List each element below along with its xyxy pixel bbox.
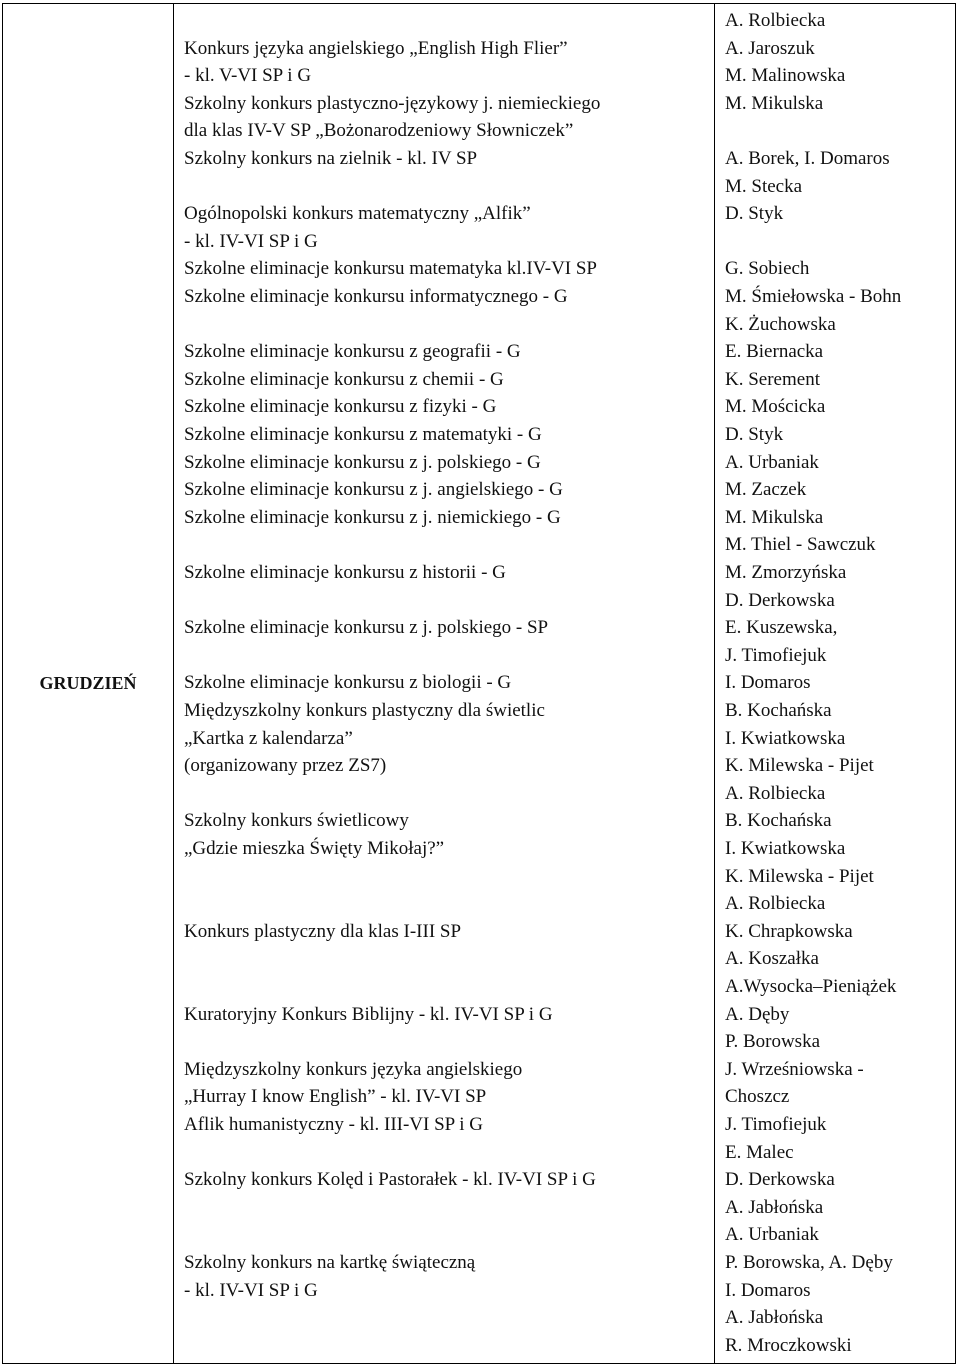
- table-row: [3, 366, 955, 394]
- teacher-names: [725, 283, 953, 338]
- teacher-line: A. Jaroszuk: [725, 37, 815, 59]
- teacher-names: [725, 476, 953, 504]
- contest-name: [184, 393, 709, 421]
- contest-name: [184, 449, 709, 477]
- contest-line: [184, 1221, 709, 1249]
- teacher-names: [725, 35, 953, 90]
- schedule-table: [2, 3, 956, 1364]
- teacher-line: E. Malec: [725, 1141, 794, 1163]
- teacher-line: K. Milewska - Pijet: [725, 865, 874, 887]
- contest-line: [184, 1028, 709, 1056]
- contest-line: Szkolne eliminacje konkursu matematyka kl.IV-VI SP: [184, 258, 597, 280]
- teacher-line: D. Styk: [725, 424, 784, 445]
- teacher-line: A. Urbaniak: [725, 1224, 819, 1246]
- teacher-line: J. Timofiejuk: [725, 1114, 827, 1135]
- contest-line: „Kartka z kalendarza”: [184, 727, 353, 749]
- teacher-line: P. Borowska, A. Dęby: [725, 1252, 893, 1273]
- table-row: [3, 145, 955, 200]
- contest-name: [184, 338, 709, 366]
- contest-line: (organizowany przez ZS7): [184, 755, 387, 777]
- teacher-line: A. Koszałka: [725, 948, 819, 970]
- contest-name: [184, 90, 709, 145]
- teacher-line: I. Domaros: [725, 1279, 811, 1301]
- teacher-names: [725, 7, 953, 35]
- contest-name: [184, 1111, 709, 1166]
- contest-line: [184, 7, 709, 35]
- contest-name: [184, 283, 709, 338]
- table-row: [3, 7, 955, 35]
- table-row: [3, 807, 955, 917]
- contest-line: Szkolne eliminacje konkursu z j. polskiego - G: [184, 451, 541, 473]
- teacher-names: [725, 90, 953, 145]
- contest-line: Szkolne eliminacje konkursu informatycznego - G: [184, 286, 568, 307]
- contest-name: [184, 200, 709, 255]
- teacher-names: [725, 1056, 953, 1111]
- teacher-names: [725, 1001, 953, 1056]
- contest-line: Szkolny konkurs na zielnik - kl. IV SP: [184, 148, 478, 169]
- contest-line: Szkolne eliminacje konkursu z chemii - G: [184, 368, 504, 390]
- table-row: [3, 1001, 955, 1056]
- teacher-names: [725, 559, 953, 614]
- table-row: [3, 559, 955, 614]
- teacher-line: K. Chrapkowska: [725, 920, 853, 942]
- contest-name: [184, 366, 709, 394]
- teacher-line: R. Mroczkowski: [725, 1334, 852, 1356]
- contest-name: [184, 1056, 709, 1111]
- table-row: [3, 1249, 955, 1359]
- contest-line: Szkolne eliminacje konkursu z historii - G: [184, 562, 506, 583]
- contest-line: [184, 1332, 709, 1360]
- contest-name: [184, 1166, 709, 1249]
- teacher-names: [725, 1166, 953, 1249]
- contest-name: [184, 255, 709, 283]
- contest-line: Ogólnopolski konkurs matematyczny „Alfik”: [184, 203, 531, 225]
- teacher-line: I. Kwiatkowska: [725, 727, 846, 749]
- contest-line: Szkolne eliminacje konkursu z biologii - G: [184, 672, 512, 694]
- table-row: [3, 421, 955, 449]
- teacher-line: K. Serement: [725, 368, 820, 390]
- teacher-names: [725, 449, 953, 477]
- contest-name: [184, 421, 709, 449]
- contest-line: Szkolne eliminacje konkursu z geografii - G: [184, 341, 521, 363]
- contest-name: [184, 145, 709, 200]
- contest-line: Konkurs języka angielskiego „English High Flier”: [184, 37, 568, 59]
- table-row: [3, 35, 955, 90]
- contest-line: „Gdzie mieszka Święty Mikołaj?”: [184, 837, 445, 859]
- month-label: GRUDZIEŃ: [39, 673, 137, 693]
- teacher-names: [725, 669, 953, 697]
- contest-line: Konkurs plastyczny dla klas I-III SP: [184, 920, 462, 942]
- teacher-names: [725, 504, 953, 559]
- teacher-names: [725, 255, 953, 283]
- teacher-line: A.Wysocka–Pieniążek: [725, 975, 897, 997]
- teacher-line: [725, 228, 953, 256]
- contest-line: Szkolne eliminacje konkursu z j. polskiego - SP: [184, 617, 549, 639]
- teacher-line: D. Derkowska: [725, 1169, 835, 1191]
- table-row: [3, 476, 955, 504]
- contest-name: [184, 614, 709, 669]
- contest-line: Szkolne eliminacje konkursu z j. angielskiego - G: [184, 479, 563, 501]
- teacher-names: [725, 918, 953, 1001]
- contest-name: [184, 1249, 709, 1359]
- teacher-line: A. Urbaniak: [725, 451, 819, 473]
- contest-line: Kuratoryjny Konkurs Biblijny - kl. IV-VI SP i G: [184, 1003, 553, 1025]
- teacher-line: A. Dęby: [725, 1003, 790, 1025]
- teacher-line: A. Borek, I. Domaros: [725, 148, 890, 169]
- teacher-line: A. Jabłońska: [725, 1307, 824, 1329]
- teacher-line: M. Zaczek: [725, 479, 807, 501]
- contest-line: Międzyszkolny konkurs języka angielskiego: [184, 1058, 523, 1080]
- contest-line: [184, 587, 709, 615]
- contest-name: [184, 669, 709, 697]
- contest-name: [184, 559, 709, 614]
- teacher-line: I. Domaros: [725, 672, 811, 694]
- contest-line: Szkolny konkurs na kartkę świąteczną: [184, 1252, 476, 1273]
- contest-line: [184, 890, 709, 918]
- contest-line: [184, 311, 709, 339]
- table-row: [3, 255, 955, 283]
- teacher-line: P. Borowska: [725, 1031, 821, 1053]
- contest-name: [184, 7, 709, 35]
- contest-line: [184, 1194, 709, 1222]
- teacher-line: J. Wrześniowska -: [725, 1058, 864, 1080]
- contest-name: [184, 504, 709, 559]
- teacher-line: M. Thiel - Sawczuk: [725, 534, 876, 556]
- table-row: [3, 449, 955, 477]
- teacher-line: E. Kuszewska,: [725, 617, 838, 639]
- teacher-line: M. Malinowska: [725, 65, 846, 87]
- contest-line: Aflik humanistyczny - kl. III-VI SP i G: [184, 1114, 484, 1135]
- teacher-names: [725, 1249, 953, 1359]
- teacher-line: G. Sobiech: [725, 258, 810, 280]
- table-row: [3, 283, 955, 338]
- table-row: [3, 697, 955, 807]
- contest-name: [184, 1001, 709, 1056]
- contest-line: [184, 945, 709, 973]
- teacher-names: [725, 393, 953, 421]
- table-row: [3, 614, 955, 669]
- contest-line: [184, 1304, 709, 1332]
- contest-line: Szkolny konkurs Kolęd i Pastorałek - kl. IV-VI SP i G: [184, 1169, 596, 1191]
- teacher-names: [725, 145, 953, 200]
- contest-line: [184, 1139, 709, 1167]
- table-row: [3, 669, 955, 697]
- teacher-line: A. Rolbiecka: [725, 893, 826, 915]
- contest-name: [184, 807, 709, 917]
- teacher-names: [725, 807, 953, 917]
- teacher-line: M. Zmorzyńska: [725, 562, 847, 583]
- contest-line: - kl. IV-VI SP i G: [184, 1279, 318, 1301]
- contest-line: - kl. V-VI SP i G: [184, 65, 312, 87]
- contest-line: dla klas IV-V SP „Bożonarodzeniowy Słowniczek”: [184, 120, 574, 142]
- table-row: [3, 918, 955, 1001]
- contest-line: Międzyszkolny konkurs plastyczny dla świetlic: [184, 700, 545, 721]
- contest-line: [184, 531, 709, 559]
- teacher-line: J. Timofiejuk: [725, 644, 827, 666]
- teacher-names: [725, 697, 953, 807]
- teacher-names: [725, 614, 953, 669]
- teacher-line: E. Biernacka: [725, 341, 824, 363]
- teacher-line: M. Mościcka: [725, 396, 826, 418]
- contest-line: Szkolne eliminacje konkursu z matematyki - G: [184, 424, 542, 445]
- contest-line: [184, 863, 709, 891]
- table-row: [3, 1166, 955, 1249]
- contest-name: [184, 476, 709, 504]
- teacher-names: [725, 366, 953, 394]
- contest-name: [184, 35, 709, 90]
- teacher-line: D. Derkowska: [725, 589, 835, 611]
- table-row: [3, 90, 955, 145]
- teacher-names: [725, 338, 953, 366]
- contest-line: [184, 973, 709, 1001]
- teacher-line: K. Żuchowska: [725, 313, 836, 335]
- teacher-line: M. Stecka: [725, 175, 803, 197]
- teacher-line: A. Rolbiecka: [725, 10, 826, 31]
- teacher-names: [725, 1111, 953, 1166]
- teacher-line: M. Śmiełowska - Bohn: [725, 286, 902, 307]
- contest-line: [184, 173, 709, 201]
- contest-line: [184, 780, 709, 808]
- teacher-names: [725, 200, 953, 255]
- table-row: [3, 200, 955, 255]
- contest-line: Szkolne eliminacje konkursu z fizyki - G: [184, 396, 497, 418]
- teacher-line: M. Mikulska: [725, 92, 824, 114]
- table-row: [3, 1111, 955, 1166]
- contest-name: [184, 918, 709, 1001]
- table-row: [3, 393, 955, 421]
- contest-line: - kl. IV-VI SP i G: [184, 230, 318, 252]
- teacher-names: [725, 421, 953, 449]
- teacher-line: M. Mikulska: [725, 506, 824, 528]
- table-row: [3, 338, 955, 366]
- contest-line: Szkolny konkurs plastyczno-językowy j. niemieckiego: [184, 92, 601, 114]
- teacher-line: D. Styk: [725, 203, 784, 225]
- contest-line: „Hurray I know English” - kl. IV-VI SP: [184, 1086, 487, 1108]
- teacher-line: A. Rolbiecka: [725, 782, 826, 804]
- teacher-line: B. Kochańska: [725, 700, 832, 721]
- contest-line: Szkolne eliminacje konkursu z j. niemickiego - G: [184, 506, 561, 528]
- contest-line: [184, 642, 709, 670]
- contest-line: Szkolny konkurs świetlicowy: [184, 810, 409, 832]
- teacher-line: A. Jabłońska: [725, 1196, 824, 1218]
- table-row: [3, 1056, 955, 1111]
- teacher-line: B. Kochańska: [725, 810, 832, 832]
- teacher-line: Choszcz: [725, 1086, 790, 1108]
- teacher-line: [725, 117, 953, 145]
- contest-name: [184, 697, 709, 807]
- teacher-line: I. Kwiatkowska: [725, 837, 846, 859]
- table-row: [3, 504, 955, 559]
- teacher-line: K. Milewska - Pijet: [725, 755, 874, 777]
